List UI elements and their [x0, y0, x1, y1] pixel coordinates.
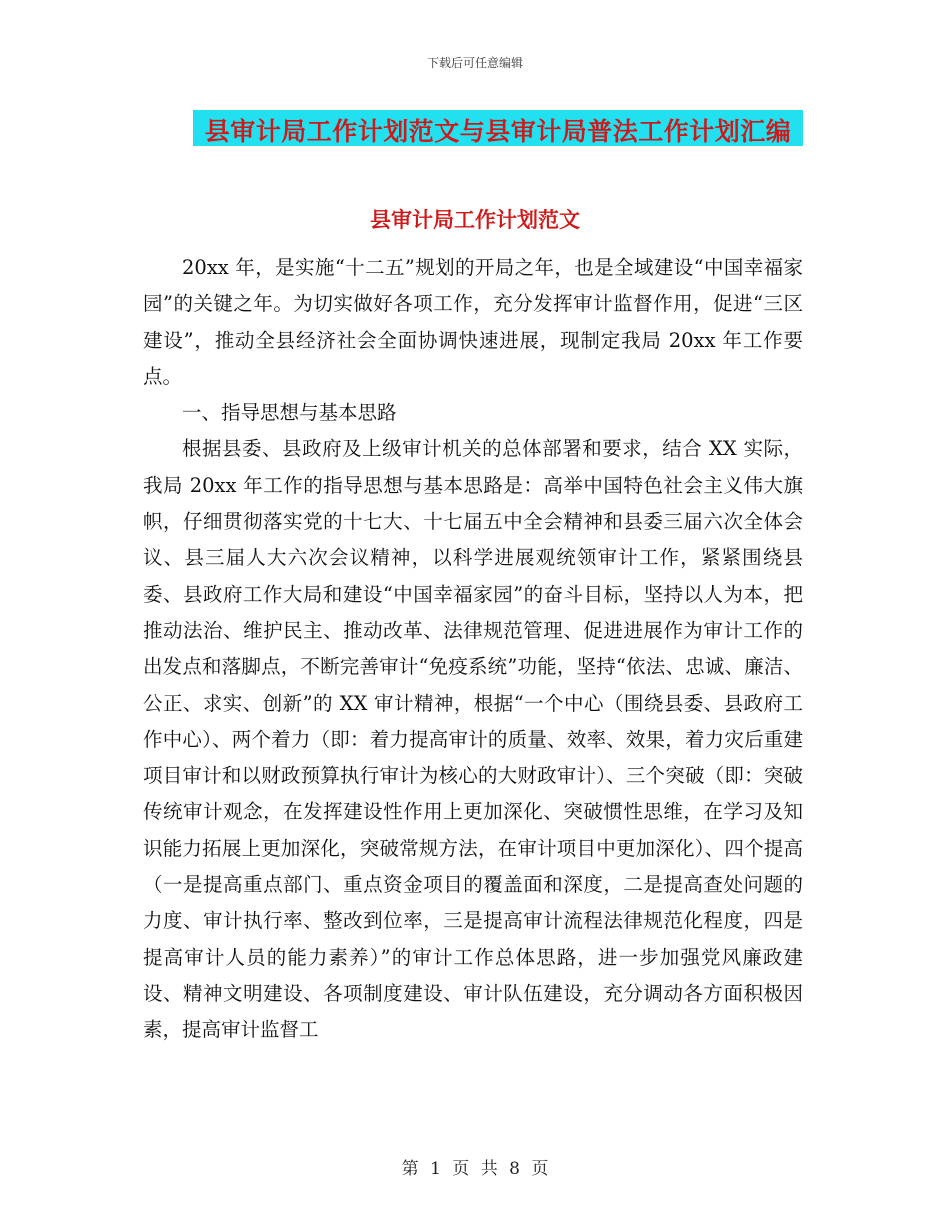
document-body — [143, 250, 803, 1049]
section-title: 县审计局工作计划范文 — [370, 207, 580, 232]
paragraph-guiding-thought: 根据县委、县政府及上级审计机关的总体部署和要求，结合 XX 实际，我局 20xx 年工作的指导思想与基本思路是：高举中国特色社会主义伟大旗帜，仔细贯彻落实党的十七大、十七届五中全会精神和县委三届六次全体会议、县三届人大六次会议精神，以科学进展观统领审计工作，紧紧围绕县委、县政府工作大局和建设“中国幸福家园”的奋斗目标，坚持以人为本，把推动法治、维护民主、推动改革、法律规范管理、促进进展作为审计工作的出发点和落脚点，不断完善审计“免疫系统”功能，坚持“依法、忠诚、廉洁、公正、求实、创新”的 XX 审计精神，根据“一个中心（围绕县委、县政府工作中心）、两个着力（即：着力提高审计的质量、效率、效果，着力灾后重建项目审计和以财政预算执行审计为核心的大财政审计）、三个突破（即：突破传统审计观念，在发挥建设性作用上更加深化、突破惯性思维，在学习及知识能力拓展上更加深化，突破常规方法，在审计项目中更加深化）、四个提高（一是提高重点部门、重点资金项目的覆盖面和深度，二是提高查处问题的力度、审计执行率、整改到位率，三是提高审计流程法律规范化程度，四是提高审计人员的能力素养）”的审计工作总体思路，进一步加强党风廉政建设、精神文明建设、各项制度建设、审计队伍建设，充分调动各方面积极因素，提高审计监督工 — [143, 437, 803, 1042]
paragraph-heading-1: 一、指导思想与基本思路 — [182, 401, 397, 425]
page-footer: 第 1 页 共 8 页 — [401, 1159, 549, 1179]
document-title: 县审计局工作计划范文与县审计局普法工作计划汇编 — [204, 117, 792, 146]
page-header-note: 下载后可任意编辑 — [426, 56, 523, 70]
paragraph-intro: 20xx 年，是实施“十二五”规划的开局之年，也是全域建设“中国幸福家园”的关键之年。为切实做好各项工作，充分发挥审计监督作用，促进“三区建设”，推动全县经济社会全面协调快速进展，现制定我局 20xx 年工作要点。 — [143, 256, 803, 388]
